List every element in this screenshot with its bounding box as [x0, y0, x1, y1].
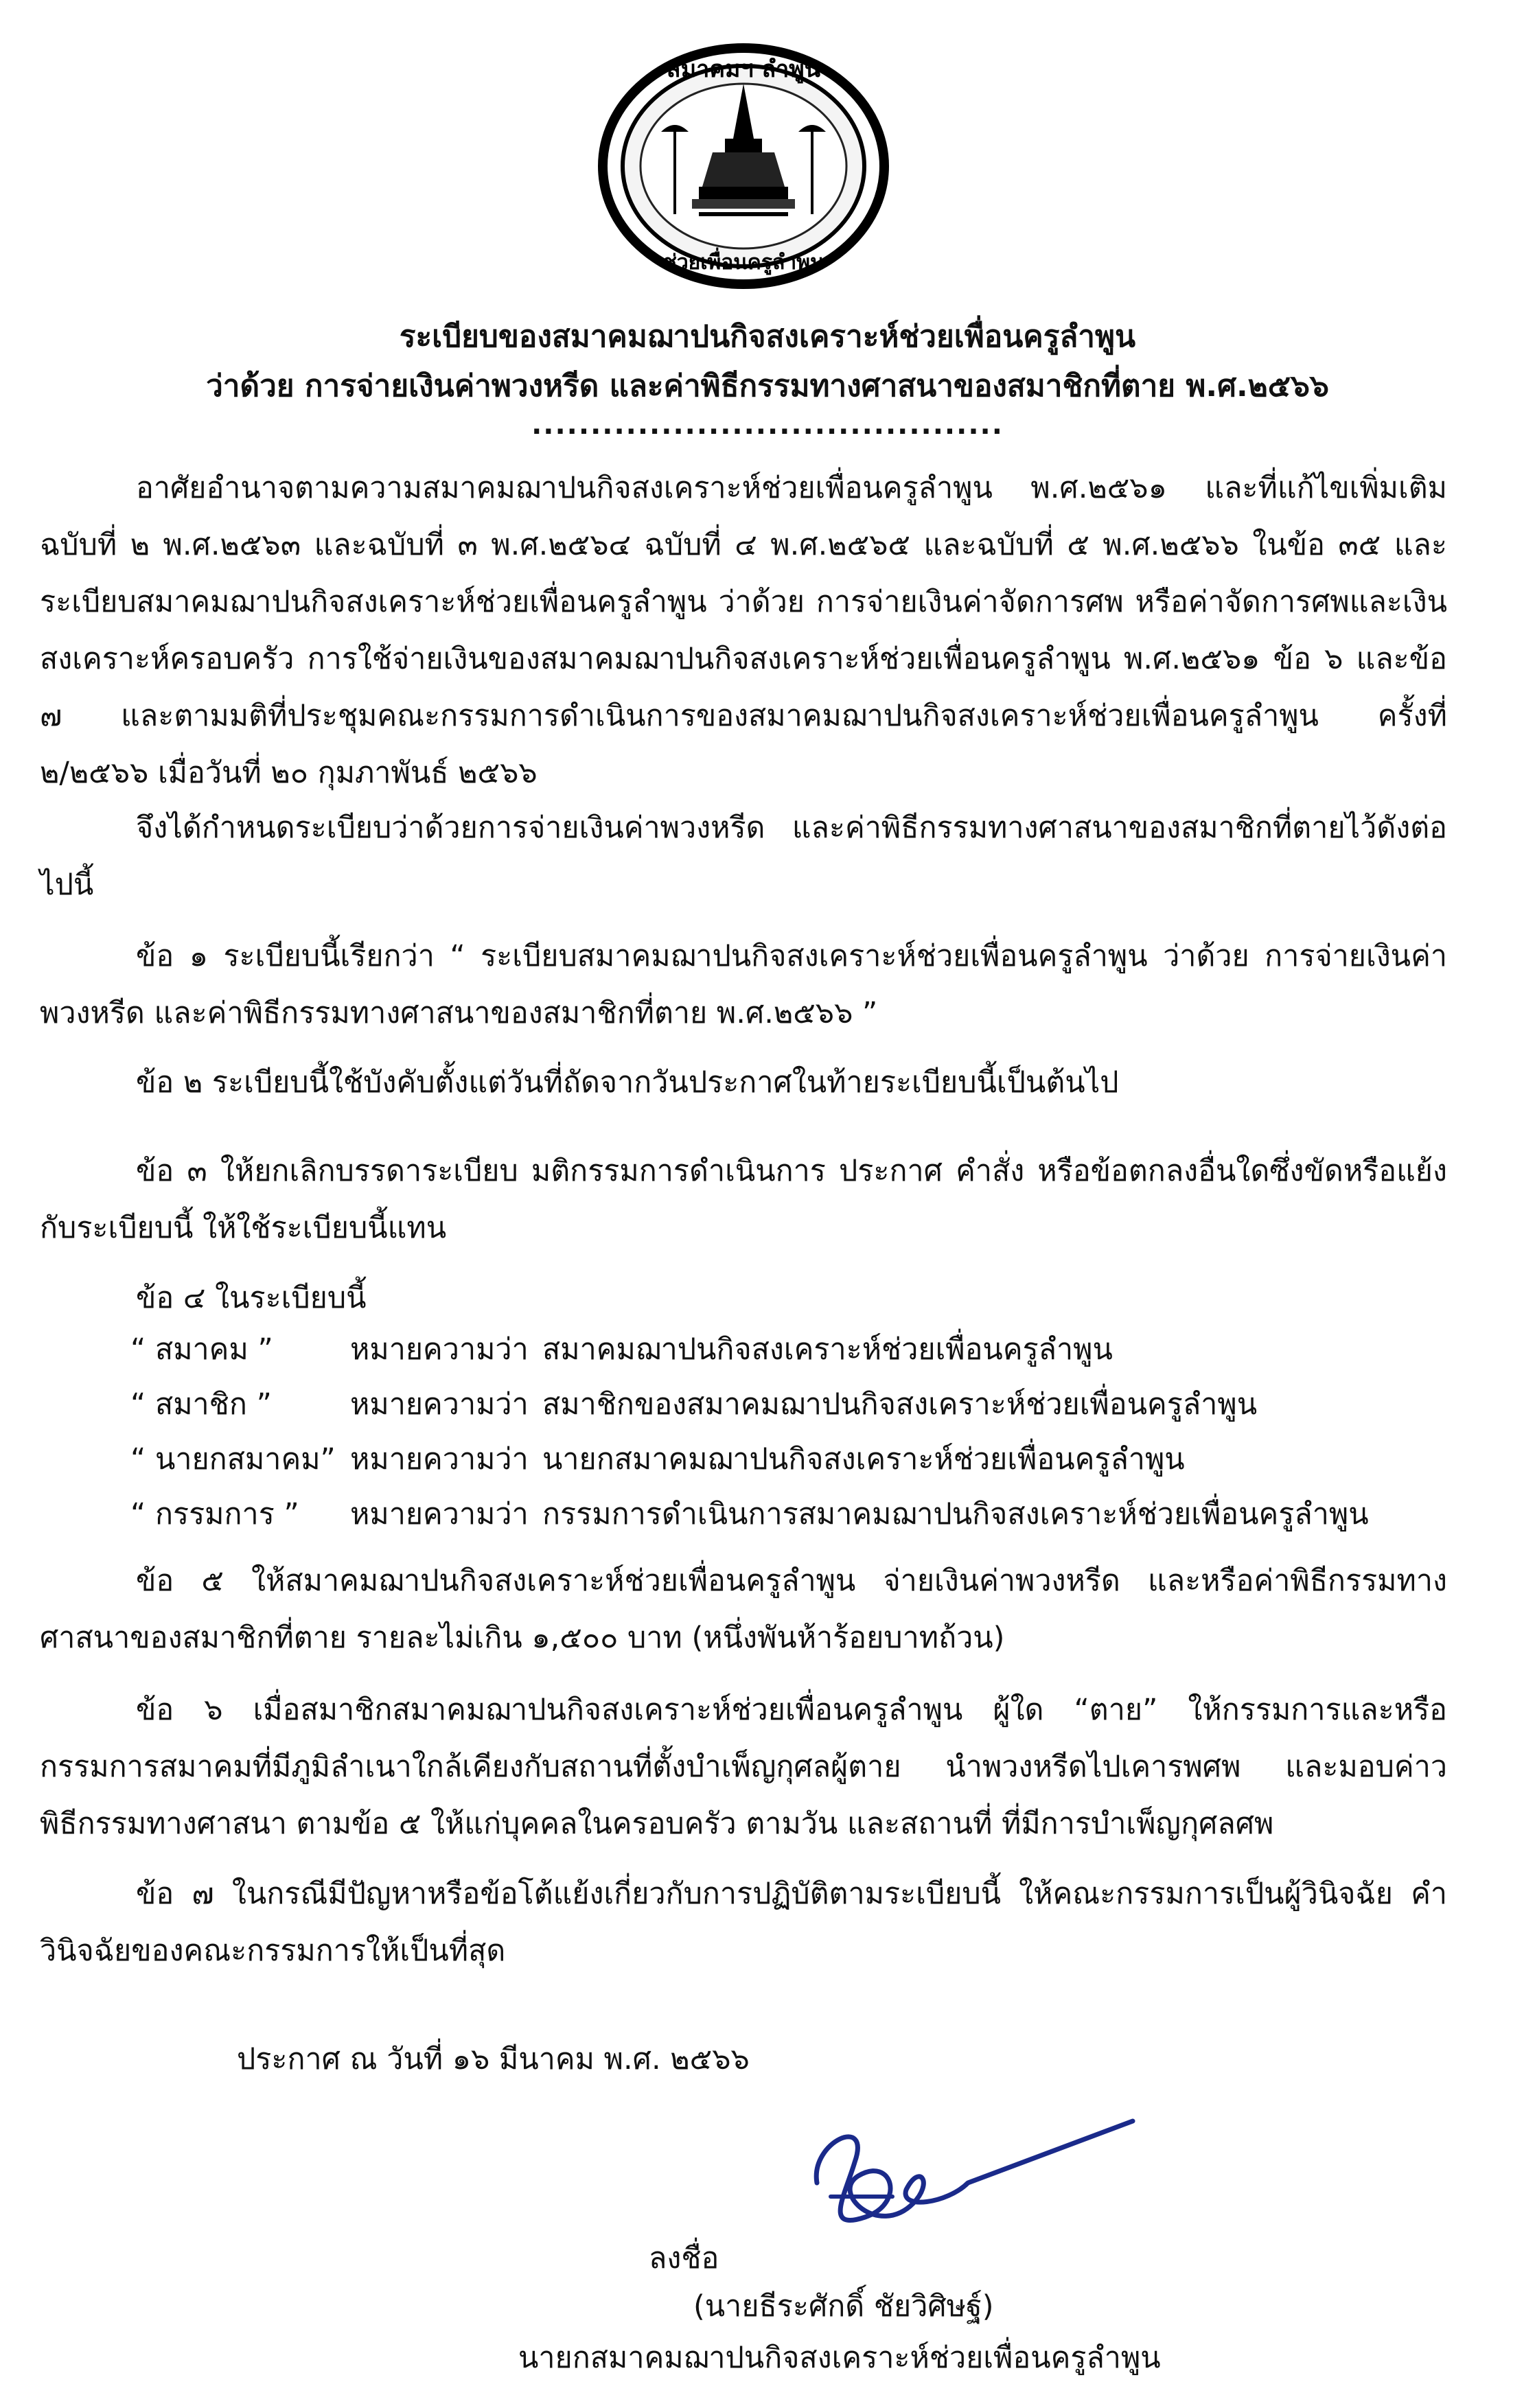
intro-paragraph: จึงได้กำหนดระเบียบว่าด้วยการจ่ายเงินค่าพวงหรีด และค่าพิธีกรรมทางศาสนาของสมาชิกที่ตายไว้ดังต่อไปนี้	[40, 811, 1447, 902]
signatory-name: (นายธีระศักดิ์ ชัยวิศิษฐ์)	[693, 2289, 994, 2324]
signatory-position: นายกสมาคมฌาปนกิจสงเคราะห์ช่วยเพื่อนครูลำพูน	[518, 2341, 1161, 2375]
preamble-paragraph: อาศัยอำนาจตามความสมาคมฌาปนกิจสงเคราะห์ช่วยเพื่อนครูลำพูน พ.ศ.๒๕๖๑ และที่แก้ไขเพิ่มเติม ฉบับที่ ๒ พ.ศ.๒๕๖๓ และฉบับที่ ๓ พ.ศ.๒๕๖๔ ฉบับที่ ๔ พ.ศ.๒๕๖๕ และฉบับที่ ๕ พ.ศ.๒๕๖๖ ในข้อ ๓๕ และระเบียบสมาคมฌาปนกิจสงเคราะห์ช่วยเพื่อนครูลำพูน ว่าด้วย การจ่ายเงินค่าจัดการศพ หรือค่าจัดการศพและเงินสงเคราะห์ครอบครัว การใช้จ่ายเงินของสมาคมฌาปนกิจสงเคราะห์ช่วยเพื่อนครูลำพูน พ.ศ.๒๕๖๑ ข้อ ๖ และข้อ ๗ และตามมติที่ประชุมคณะกรรมการดำเนินการของสมาคมฌาปนกิจสงเคราะห์ช่วยเพื่อนครูลำพูน ครั้งที่ ๒/๒๕๖๖ เมื่อวันที่ ๒๐ กุมภาพันธ์ ๒๕๖๖	[40, 471, 1447, 790]
title-divider: ........................................	[531, 409, 1004, 441]
handwritten-signature	[789, 2100, 1146, 2251]
document-subtitle: ว่าด้วย การจ่ายเงินค่าพวงหรีด และค่าพิธีกรรมทางศาสนาของสมาชิกที่ตาย พ.ศ.๒๕๖๖	[206, 369, 1329, 404]
association-seal-logo	[596, 43, 891, 290]
clause-2: ข้อ ๒ ระเบียบนี้ใช้บังคับตั้งแต่วันที่ถัดจากวันประกาศในท้ายระเบียบนี้เป็นต้นไป	[136, 1065, 1119, 1100]
clause-7: ข้อ ๗ ในกรณีมีปัญหาหรือข้อโต้แย้งเกี่ยวกับการปฏิบัติตามระเบียบนี้ ให้คณะกรรมการเป็นผู้วินิจฉัย คำวินิจฉัยของคณะกรรมการให้เป็นที่สุด	[40, 1877, 1447, 1968]
definitions-list	[130, 1321, 1469, 1541]
definition-row: “ สมาคม ” หมายความว่า สมาคมฌาปนกิจสงเคราะห์ช่วยเพื่อนครูลำพูน	[130, 1332, 1113, 1367]
clause-1: ข้อ ๑ ระเบียบนี้เรียกว่า “ ระเบียบสมาคมฌาปนกิจสงเคราะห์ช่วยเพื่อนครูลำพูน ว่าด้วย การจ่ายเงินค่าพวงหรีด และค่าพิธีกรรมทางศาสนาของสมาชิกที่ตาย พ.ศ.๒๕๖๖ ”	[40, 939, 1447, 1030]
announcement-date: ประกาศ ณ วันที่ ๑๖ มีนาคม พ.ศ. ๒๕๖๖	[237, 2042, 750, 2076]
clause-4: ข้อ ๔ ในระเบียบนี้	[136, 1281, 367, 1315]
clause-5: ข้อ ๕ ให้สมาคมฌาปนกิจสงเคราะห์ช่วยเพื่อนครูลำพูน จ่ายเงินค่าพวงหรีด และหรือค่าพิธีกรรมทางศาสนาของสมาชิกที่ตาย รายละไม่เกิน ๑,๕๐๐ บาท (หนึ่งพันห้าร้อยบาทถ้วน)	[40, 1564, 1447, 1655]
svg-text:ช่วยเพื่อนครูลำพูน: ช่วยเพื่อนครูลำพูน	[662, 251, 824, 275]
svg-text:สมาคมฯ ลำพูน: สมาคมฯ ลำพูน	[667, 56, 820, 83]
document-title: ระเบียบของสมาคมฌาปนกิจสงเคราะห์ช่วยเพื่อนครูลำพูน	[399, 319, 1136, 354]
signature-label: ลงชื่อ	[649, 2241, 719, 2276]
clause-6: ข้อ ๖ เมื่อสมาชิกสมาคมฌาปนกิจสงเคราะห์ช่วยเพื่อนครูลำพูน ผู้ใด “ตาย” ให้กรรมการและหรือกรรมการสมาคมที่มีภูมิลำเนาใกล้เคียงกับสถานที่ตั้งบำเพ็ญกุศลผู้ตาย นำพวงหรีดไปเคารพศพ และมอบค่าวพิธีกรรมทางศาสนา ตามข้อ ๕ ให้แก่บุคคลในครอบครัว ตามวัน และสถานที่ ที่มีการบำเพ็ญกุศลศพ	[40, 1693, 1447, 1841]
clause-3: ข้อ ๓ ให้ยกเลิกบรรดาระเบียบ มติกรรมการดำเนินการ ประกาศ คำสั่ง หรือข้อตกลงอื่นใดซึ่งขัดหรือแย้งกับระเบียบนี้ ให้ใช้ระเบียบนี้แทน	[40, 1154, 1447, 1245]
definition-row: “ นายกสมาคม” หมายความว่า นายกสมาคมฌาปนกิจสงเคราะห์ช่วยเพื่อนครูลำพูน	[130, 1442, 1185, 1477]
definition-row: “ กรรมการ ” หมายความว่า กรรมการดำเนินการสมาคมฌาปนกิจสงเคราะห์ช่วยเพื่อนครูลำพูน	[130, 1497, 1369, 1531]
definition-row: “ สมาชิก ” หมายความว่า สมาชิกของสมาคมฌาปนกิจสงเคราะห์ช่วยเพื่อนครูลำพูน	[130, 1387, 1258, 1422]
